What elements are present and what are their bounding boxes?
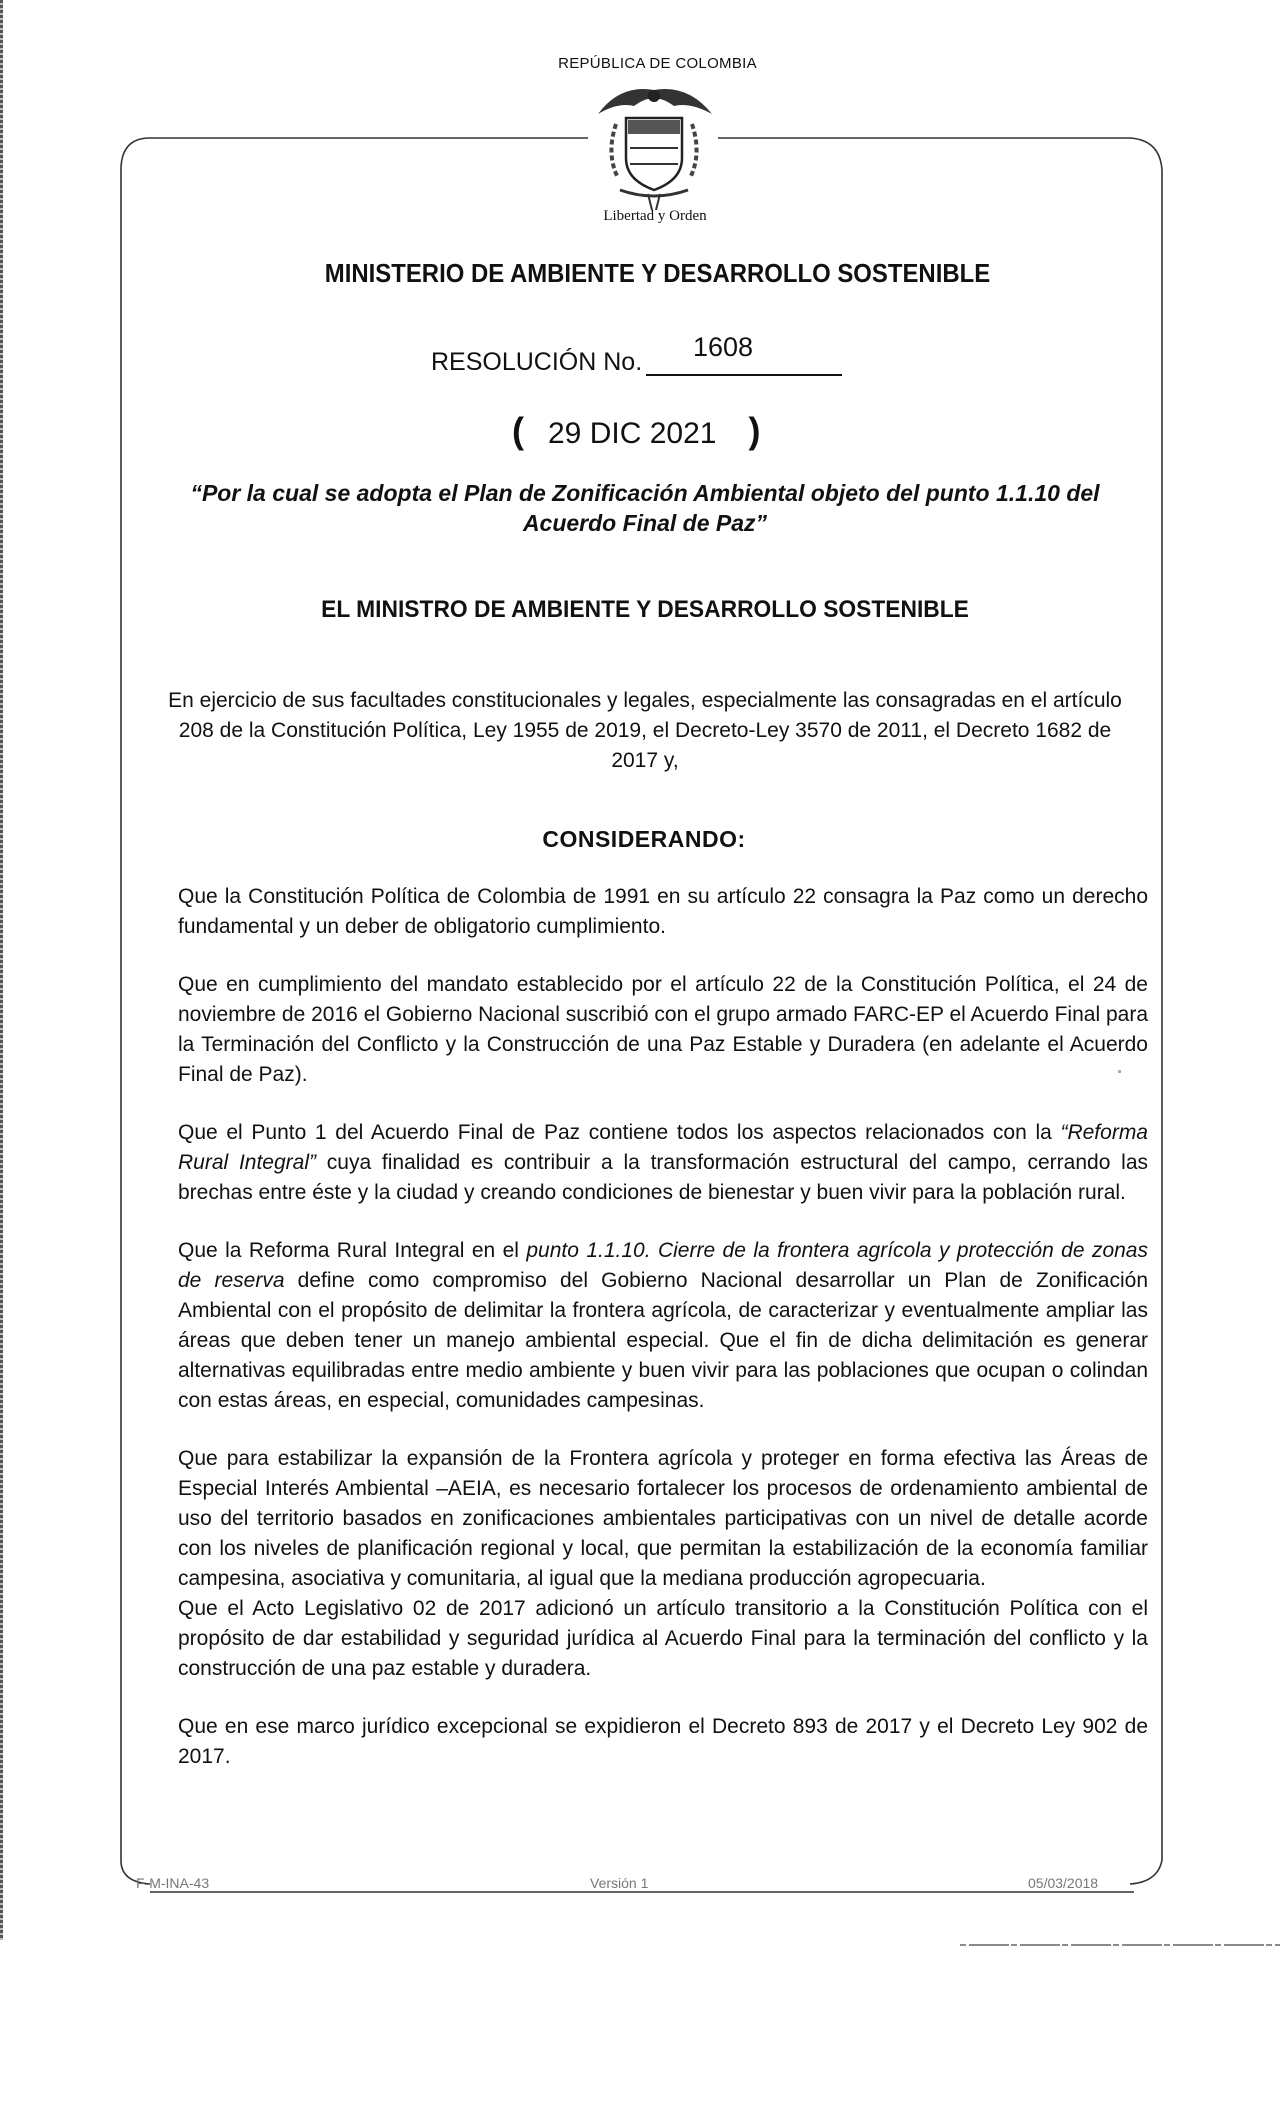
resolution-title: “Por la cual se adopta el Plan de Zonificación Ambiental objeto del punto 1.1.10 del Acuerdo Final de Paz” [190, 480, 1100, 536]
open-parenthesis: ( [512, 410, 524, 451]
resolution-date: 29 DIC 2021 [548, 417, 717, 450]
coat-of-arms-icon [590, 78, 718, 213]
footer-version: Versión 1 [590, 1875, 649, 1891]
considerando-heading: CONSIDERANDO: [542, 826, 746, 852]
paragraph-3-text-a: Que el Punto 1 del Acuerdo Final de Paz contiene todos los aspectos relacionados con la [178, 1121, 1061, 1144]
authority-clause: En ejercicio de sus facultades constitucionales y legales, especialmente las consagradas en el artículo 208 de la Constitución Política, Ley 1955 de 2019, el Decreto-Ley 3570 de 2011, el Decreto 1682 de 2017 y, [168, 689, 1122, 772]
minister-heading: EL MINISTRO DE AMBIENTE Y DESARROLLO SOSTENIBLE [321, 596, 969, 623]
resolution-number-underline [646, 374, 842, 376]
resolution-label: RESOLUCIÓN No. [431, 348, 643, 376]
republic-heading: REPÚBLICA DE COLOMBIA [558, 55, 757, 72]
footer-form-code: F-M-INA-43 [136, 1875, 210, 1891]
scan-speck [1118, 1070, 1121, 1073]
paragraph-5: Que para estabilizar la expansión de la Frontera agrícola y proteger en forma efectiva las Áreas de Especial Interés Ambiental –AEIA, es necesario fortalecer los procesos de ordenamiento ambiental de uso del territorio basados en zonificaciones ambientales participativas con un nivel de detalle acorde con los niveles de planificación regional y local, que permitan la estabilización de la economía familiar campesina, asociativa y comunitaria, al igual que la mediana producción agropecuaria. [178, 1447, 1148, 1590]
paragraph-7: Que en ese marco jurídico excepcional se expidieron el Decreto 893 de 2017 y el Decreto Ley 902 de 2017. [178, 1715, 1148, 1768]
paragraph-4-text-b: define como compromiso del Gobierno Nacional desarrollar un Plan de Zonificación Ambiental con el propósito de delimitar la frontera agrícola, de caracterizar y eventualmente ampliar las áreas que deben tener un manejo ambiental especial. Que el fin de dicha delimitación es generar alternativas equilibradas entre medio ambiente y buen vivir para las poblaciones que ocupan o colindan con estas áreas, en especial, comunidades campesinas. [178, 1269, 1148, 1412]
paragraph-3-text-b: cuya finalidad es contribuir a la transformación estructural del campo, cerrando las brechas entre éste y la ciudad y creando condiciones de bienestar y buen vivir para la población rural. [178, 1151, 1148, 1204]
paragraph-3 [178, 1118, 1148, 1208]
close-parenthesis: ) [748, 410, 761, 451]
paragraph-4-italic: punto 1.1.10. Cierre de la frontera agrícola y protección de zonas de reserva [178, 1239, 1148, 1292]
paragraph-4-text-a: Que la Reforma Rural Integral en el [178, 1239, 527, 1262]
paragraph-6: Que el Acto Legislativo 02 de 2017 adicionó un artículo transitorio a la Constitución Política con el propósito de dar estabilidad y seguridad jurídica al Acuerdo Final para la terminación del conflicto y la construcción de una paz estable y duradera. [178, 1597, 1148, 1680]
paragraph-4 [178, 1236, 1148, 1416]
resolution-date-row [512, 410, 760, 452]
resolution-number: 1608 [693, 332, 754, 362]
considerations-body [178, 882, 1148, 1800]
motto: Libertad y Orden [603, 208, 707, 224]
paragraph-3-italic: “Reforma Rural Integral” [178, 1121, 1148, 1174]
paragraph-1: Que la Constitución Política de Colombia de 1991 en su artículo 22 consagra la Paz como un derecho fundamental y un deber de obligatorio cumplimiento. [178, 885, 1148, 938]
paragraph-2: Que en cumplimiento del mandato establecido por el artículo 22 de la Constitución Política, el 24 de noviembre de 2016 el Gobierno Nacional suscribió con el grupo armado FARC-EP el Acuerdo Final para la Terminación del Conflicto y la Construcción de una Paz Estable y Duradera (en adelante el Acuerdo Final de Paz). [178, 973, 1148, 1086]
ministry-heading: MINISTERIO DE AMBIENTE Y DESARROLLO SOSTENIBLE [324, 258, 991, 288]
footer-date: 05/03/2018 [1028, 1875, 1099, 1891]
